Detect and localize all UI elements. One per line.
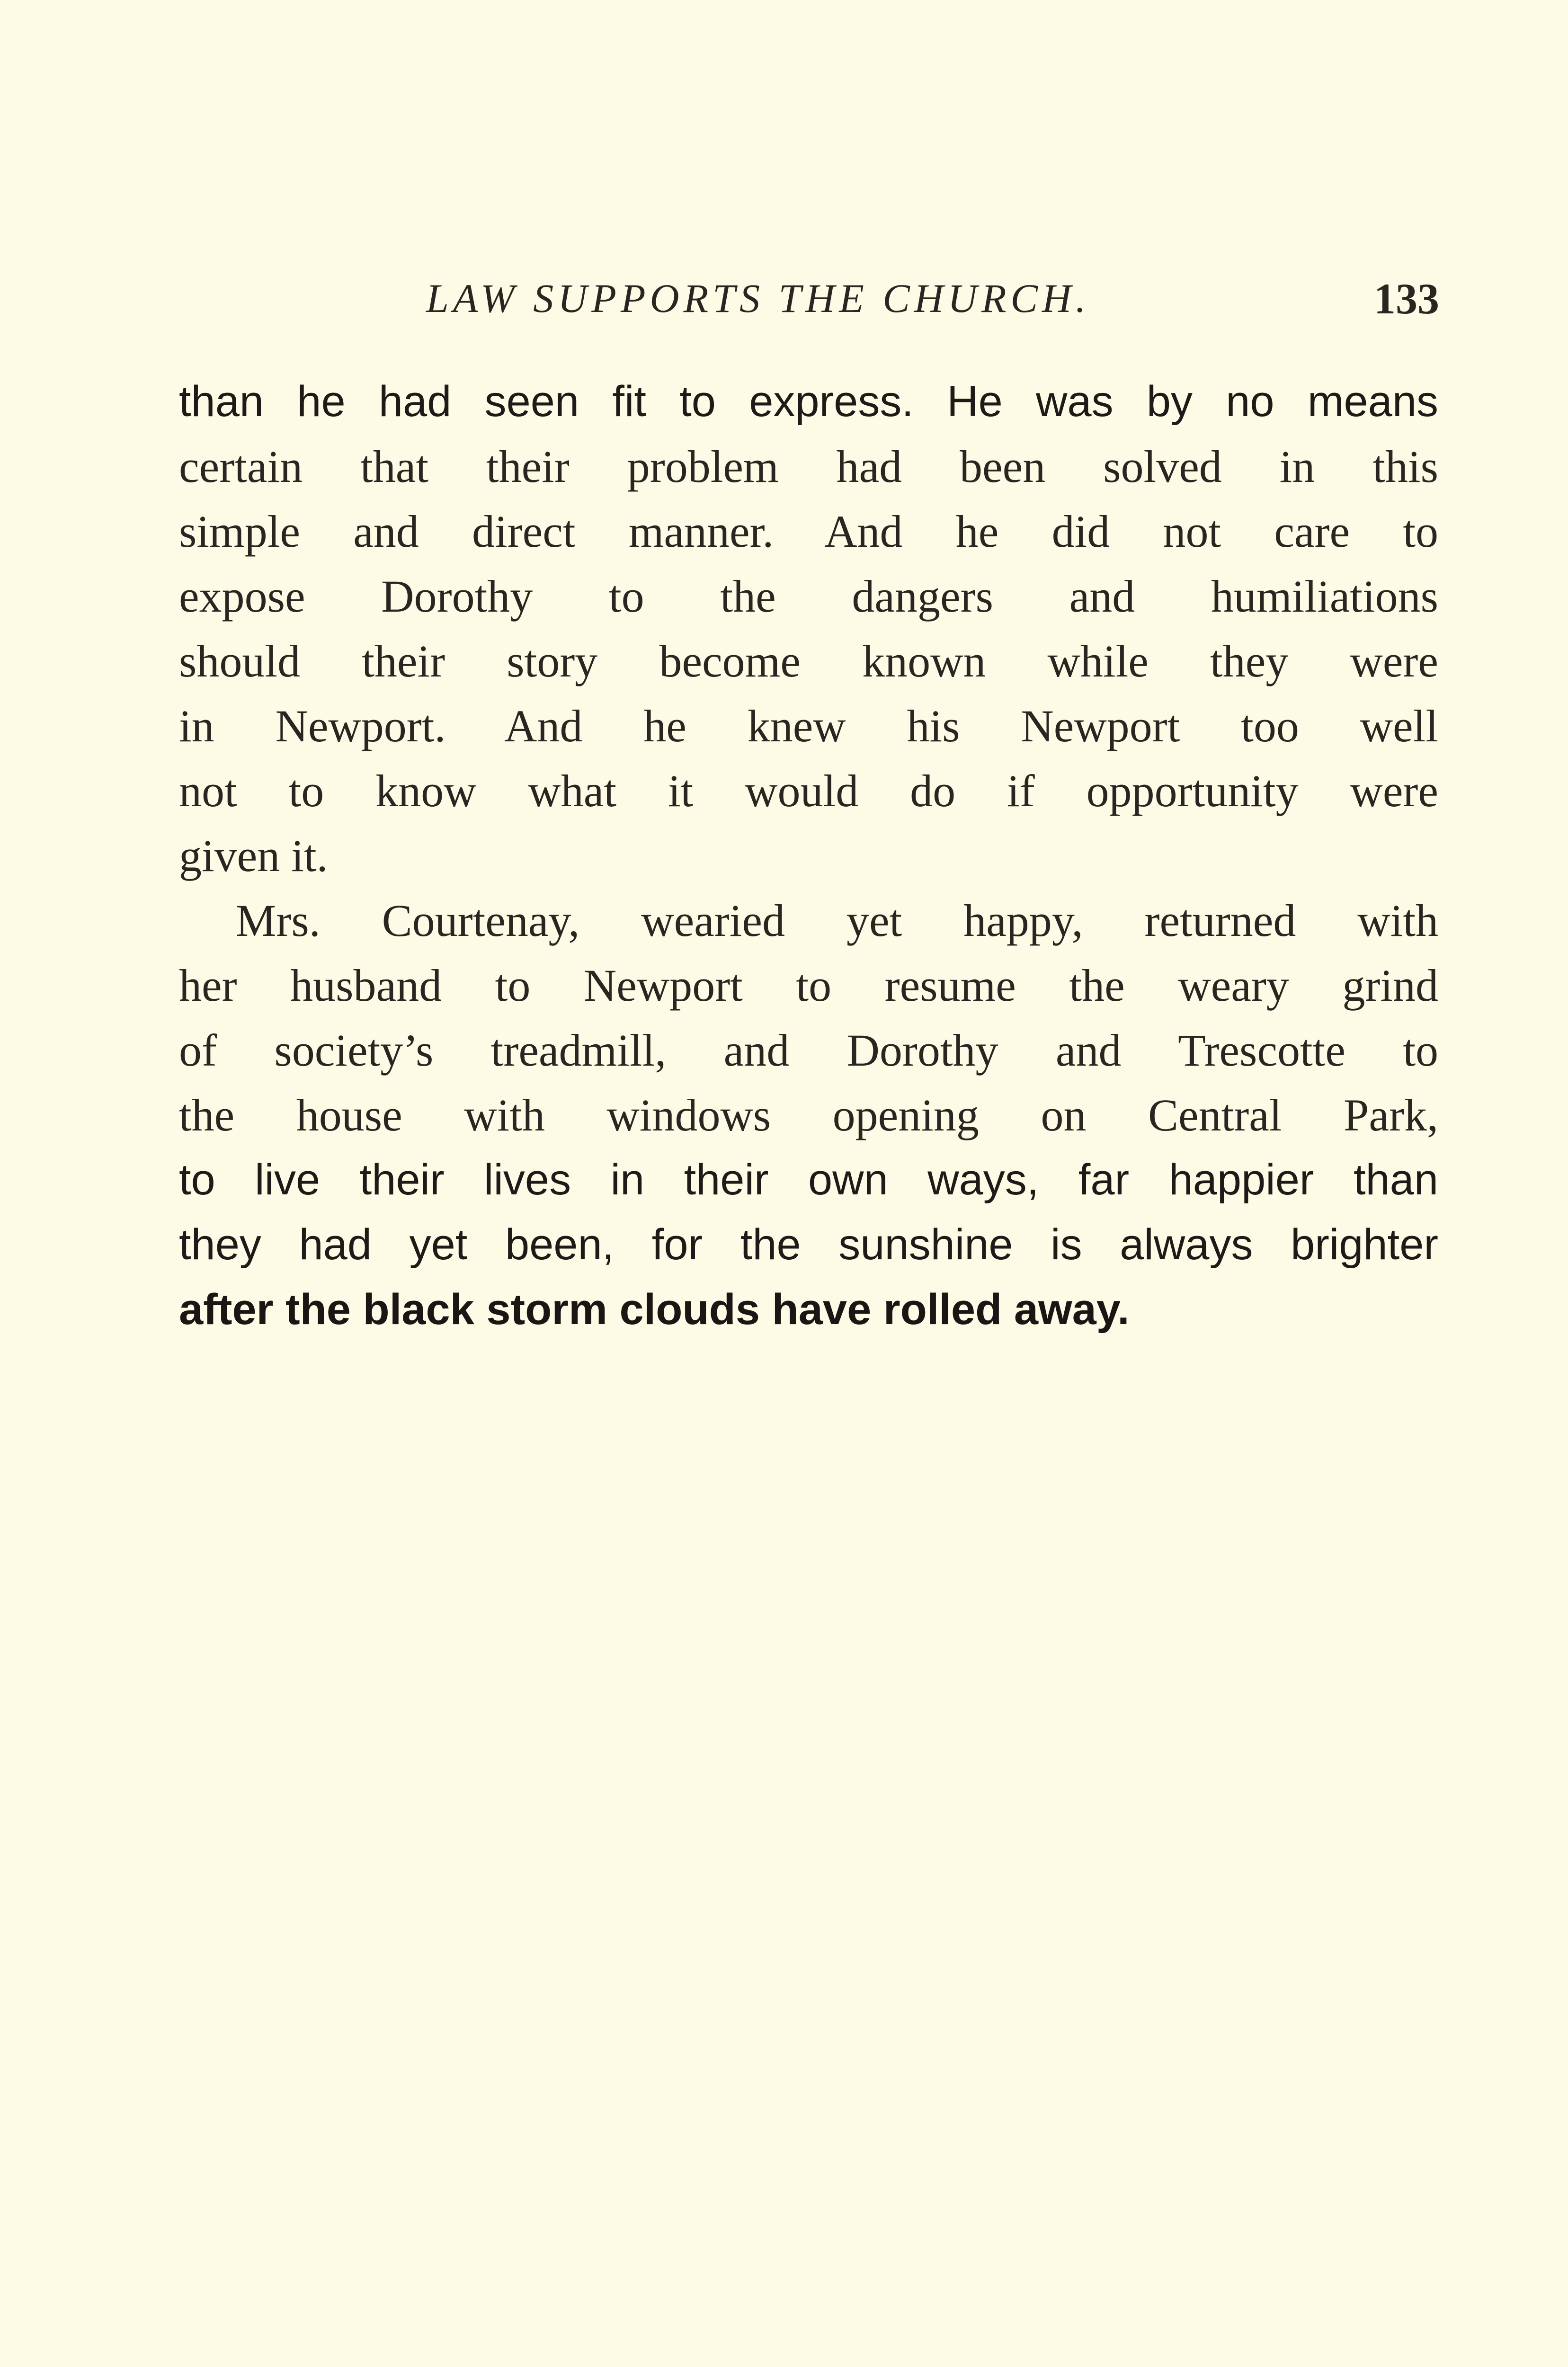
text-line: should their story become known while they were: [179, 636, 1438, 686]
text-line: than he had seen fit to express. He was by no means: [179, 377, 1438, 426]
text-line: expose Dorothy to the dangers and humiliations: [179, 571, 1438, 622]
text-line: certain that their problem had been solved in this: [179, 441, 1438, 492]
text-line: given it.: [179, 830, 328, 881]
body-text: [179, 369, 1438, 1342]
text-line: of society’s treadmill, and Dorothy and Trescotte to: [179, 1025, 1438, 1076]
running-head: [180, 270, 1439, 327]
text-line: simple and direct manner. And he did not care to: [179, 506, 1438, 557]
text-line: her husband to Newport to resume the weary grind: [179, 960, 1438, 1011]
text-line: the house with windows opening on Central Park,: [179, 1090, 1438, 1140]
text-line: not to know what it would do if opportunity were: [179, 765, 1438, 816]
text-line: Mrs. Courtenay, wearied yet happy, returned with: [236, 895, 1438, 946]
text-line: to live their lives in their own ways, far happier than: [179, 1156, 1438, 1204]
text-line: in Newport. And he knew his Newport too well: [179, 701, 1438, 751]
page-number: 133: [1374, 275, 1439, 323]
running-title: LAW SUPPORTS THE CHURCH.: [426, 276, 1090, 321]
text-line: after the black storm clouds have rolled away.: [179, 1285, 1130, 1334]
text-line: they had yet been, for the sunshine is always brighter: [179, 1220, 1438, 1269]
